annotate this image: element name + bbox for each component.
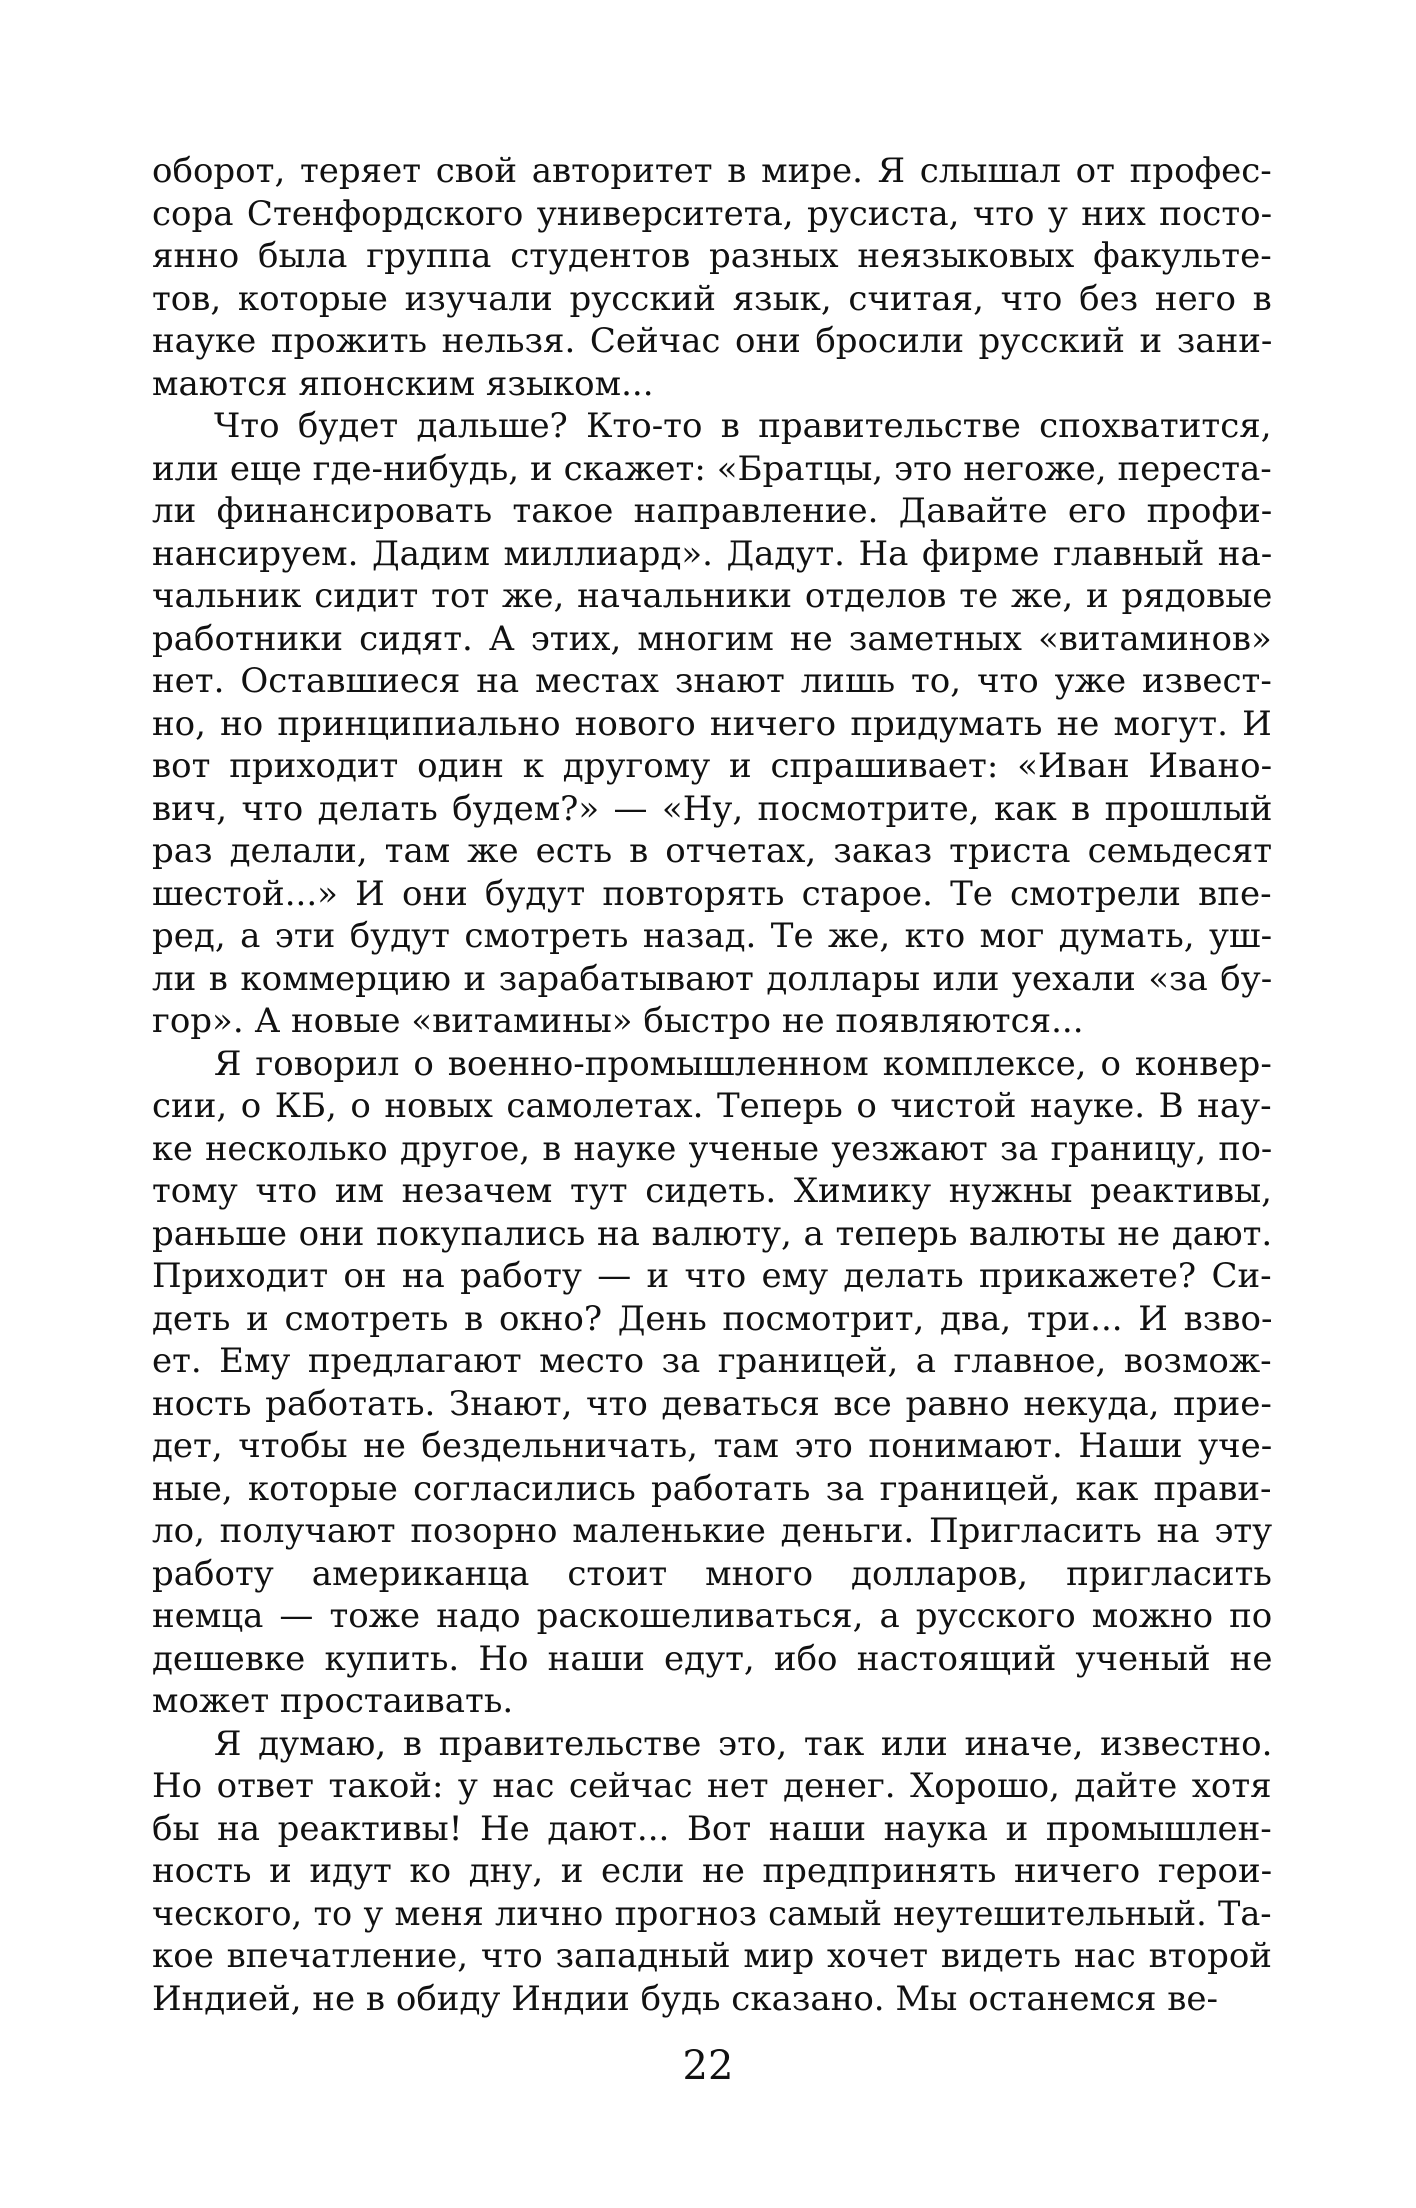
text-line: дет, чтобы не бездельничать, там это понимают. Наши уче-: [152, 1426, 1273, 1466]
text-line: ред, а эти будут смотреть назад. Те же, кто мог думать, уш-: [152, 916, 1273, 956]
text-line: Что будет дальше? Кто-то в правительстве спохватится,: [214, 406, 1272, 446]
text-line: раньше они покупались на валюту, а теперь валюты не дают.: [152, 1213, 1273, 1254]
text-line: Приходит он на работу — и что ему делать прикажете? Си-: [152, 1256, 1272, 1296]
text-line: деть и смотреть в окно? День посмотрит, два, три... И взво-: [152, 1298, 1273, 1339]
paragraph: [152, 1043, 1272, 1723]
text-line: кое впечатление, что западный мир хочет видеть нас второй: [152, 1936, 1272, 1976]
text-line: науке прожить нельзя. Сейчас они бросили русский и зани-: [152, 321, 1273, 361]
text-line: ке несколько другое, в науке ученые уезжают за границу, по-: [152, 1128, 1273, 1168]
body-text: [152, 150, 1272, 2020]
text-line: может простаивать.: [152, 1681, 514, 1721]
text-line: ет. Ему предлагают место за границей, а главное, возмож-: [152, 1341, 1272, 1381]
text-line: маются японским языком...: [152, 363, 654, 404]
text-line: бы на реактивы! Не дают... Вот наши наука и промышлен-: [152, 1808, 1272, 1849]
text-line: вот приходит один к другому и спрашивает: «Иван Ивано-: [152, 746, 1273, 786]
paragraph: [152, 150, 1272, 405]
text-line: нет. Оставшиеся на местах знают лишь то, что уже извест-: [152, 661, 1272, 701]
text-line: но, но принципиально нового ничего придумать не могут. И: [152, 703, 1272, 744]
text-line: шестой...» И они будут повторять старое. Те смотрели впе-: [152, 873, 1272, 914]
text-line: Я думаю, в правительстве это, так или иначе, известно.: [214, 1723, 1273, 1764]
text-line: тов, которые изучали русский язык, считая, что без него в: [152, 278, 1272, 319]
text-line: ные, которые согласились работать за границей, как прави-: [152, 1468, 1272, 1509]
text-line: Но ответ такой: у нас сейчас нет денег. Хорошо, дайте хотя: [152, 1766, 1272, 1806]
page-number: 22: [682, 2043, 734, 2089]
text-line: или еще где-нибудь, и скажет: «Братцы, это негоже, переста-: [152, 448, 1272, 489]
text-line: Я говорил о военно-промышленном комплексе, о конвер-: [214, 1043, 1272, 1084]
text-line: ность и идут ко дну, и если не предпринять ничего герои-: [152, 1851, 1273, 1891]
text-line: чальник сидит тот же, начальники отделов те же, и рядовые: [152, 576, 1273, 616]
text-line: раз делали, там же есть в отчетах, заказ триста семьдесят: [152, 831, 1273, 871]
paragraph: [152, 1723, 1272, 2021]
text-line: янно была группа студентов разных неязыковых факульте-: [152, 236, 1272, 276]
text-line: немца — тоже надо раскошеливаться, а русского можно по: [152, 1596, 1273, 1636]
text-line: дешевке купить. Но наши едут, ибо настоящий ученый не: [152, 1638, 1273, 1679]
paragraph: [152, 405, 1272, 1043]
text-line: сора Стенфордского университета, русиста, что у них посто-: [152, 193, 1273, 234]
text-line: Индией, не в обиду Индии будь сказано. Мы останемся ве-: [152, 1978, 1218, 2019]
text-line: тому что им незачем тут сидеть. Химику нужны реактивы,: [152, 1171, 1272, 1211]
text-line: вич, что делать будем?» — «Ну, посмотрите, как в прошлый: [152, 788, 1273, 829]
text-line: ность работать. Знают, что деваться все равно некуда, прие-: [152, 1383, 1272, 1424]
text-line: гор». А новые «витамины» быстро не появляются...: [152, 1001, 1084, 1041]
text-line: нансируем. Дадим миллиард». Дадут. На фирме главный на-: [152, 533, 1273, 574]
text-line: ло, получают позорно маленькие деньги. Пригласить на эту: [152, 1511, 1273, 1551]
text-line: сии, о КБ, о новых самолетах. Теперь о чистой науке. В нау-: [152, 1086, 1272, 1126]
text-line: ческого, то у меня лично прогноз самый неутешительный. Та-: [152, 1893, 1272, 1933]
text-line: работники сидят. А этих, многим не заметных «витаминов»: [152, 618, 1272, 659]
text-line: работу американца стоит много долларов, пригласить: [152, 1553, 1272, 1594]
text-line: ли в коммерцию и зарабатывают доллары или уехали «за бу-: [152, 958, 1273, 999]
text-line: ли финансировать такое направление. Давайте его профи-: [152, 491, 1273, 531]
text-line: оборот, теряет свой авторитет в мире. Я слышал от профес-: [152, 151, 1272, 191]
